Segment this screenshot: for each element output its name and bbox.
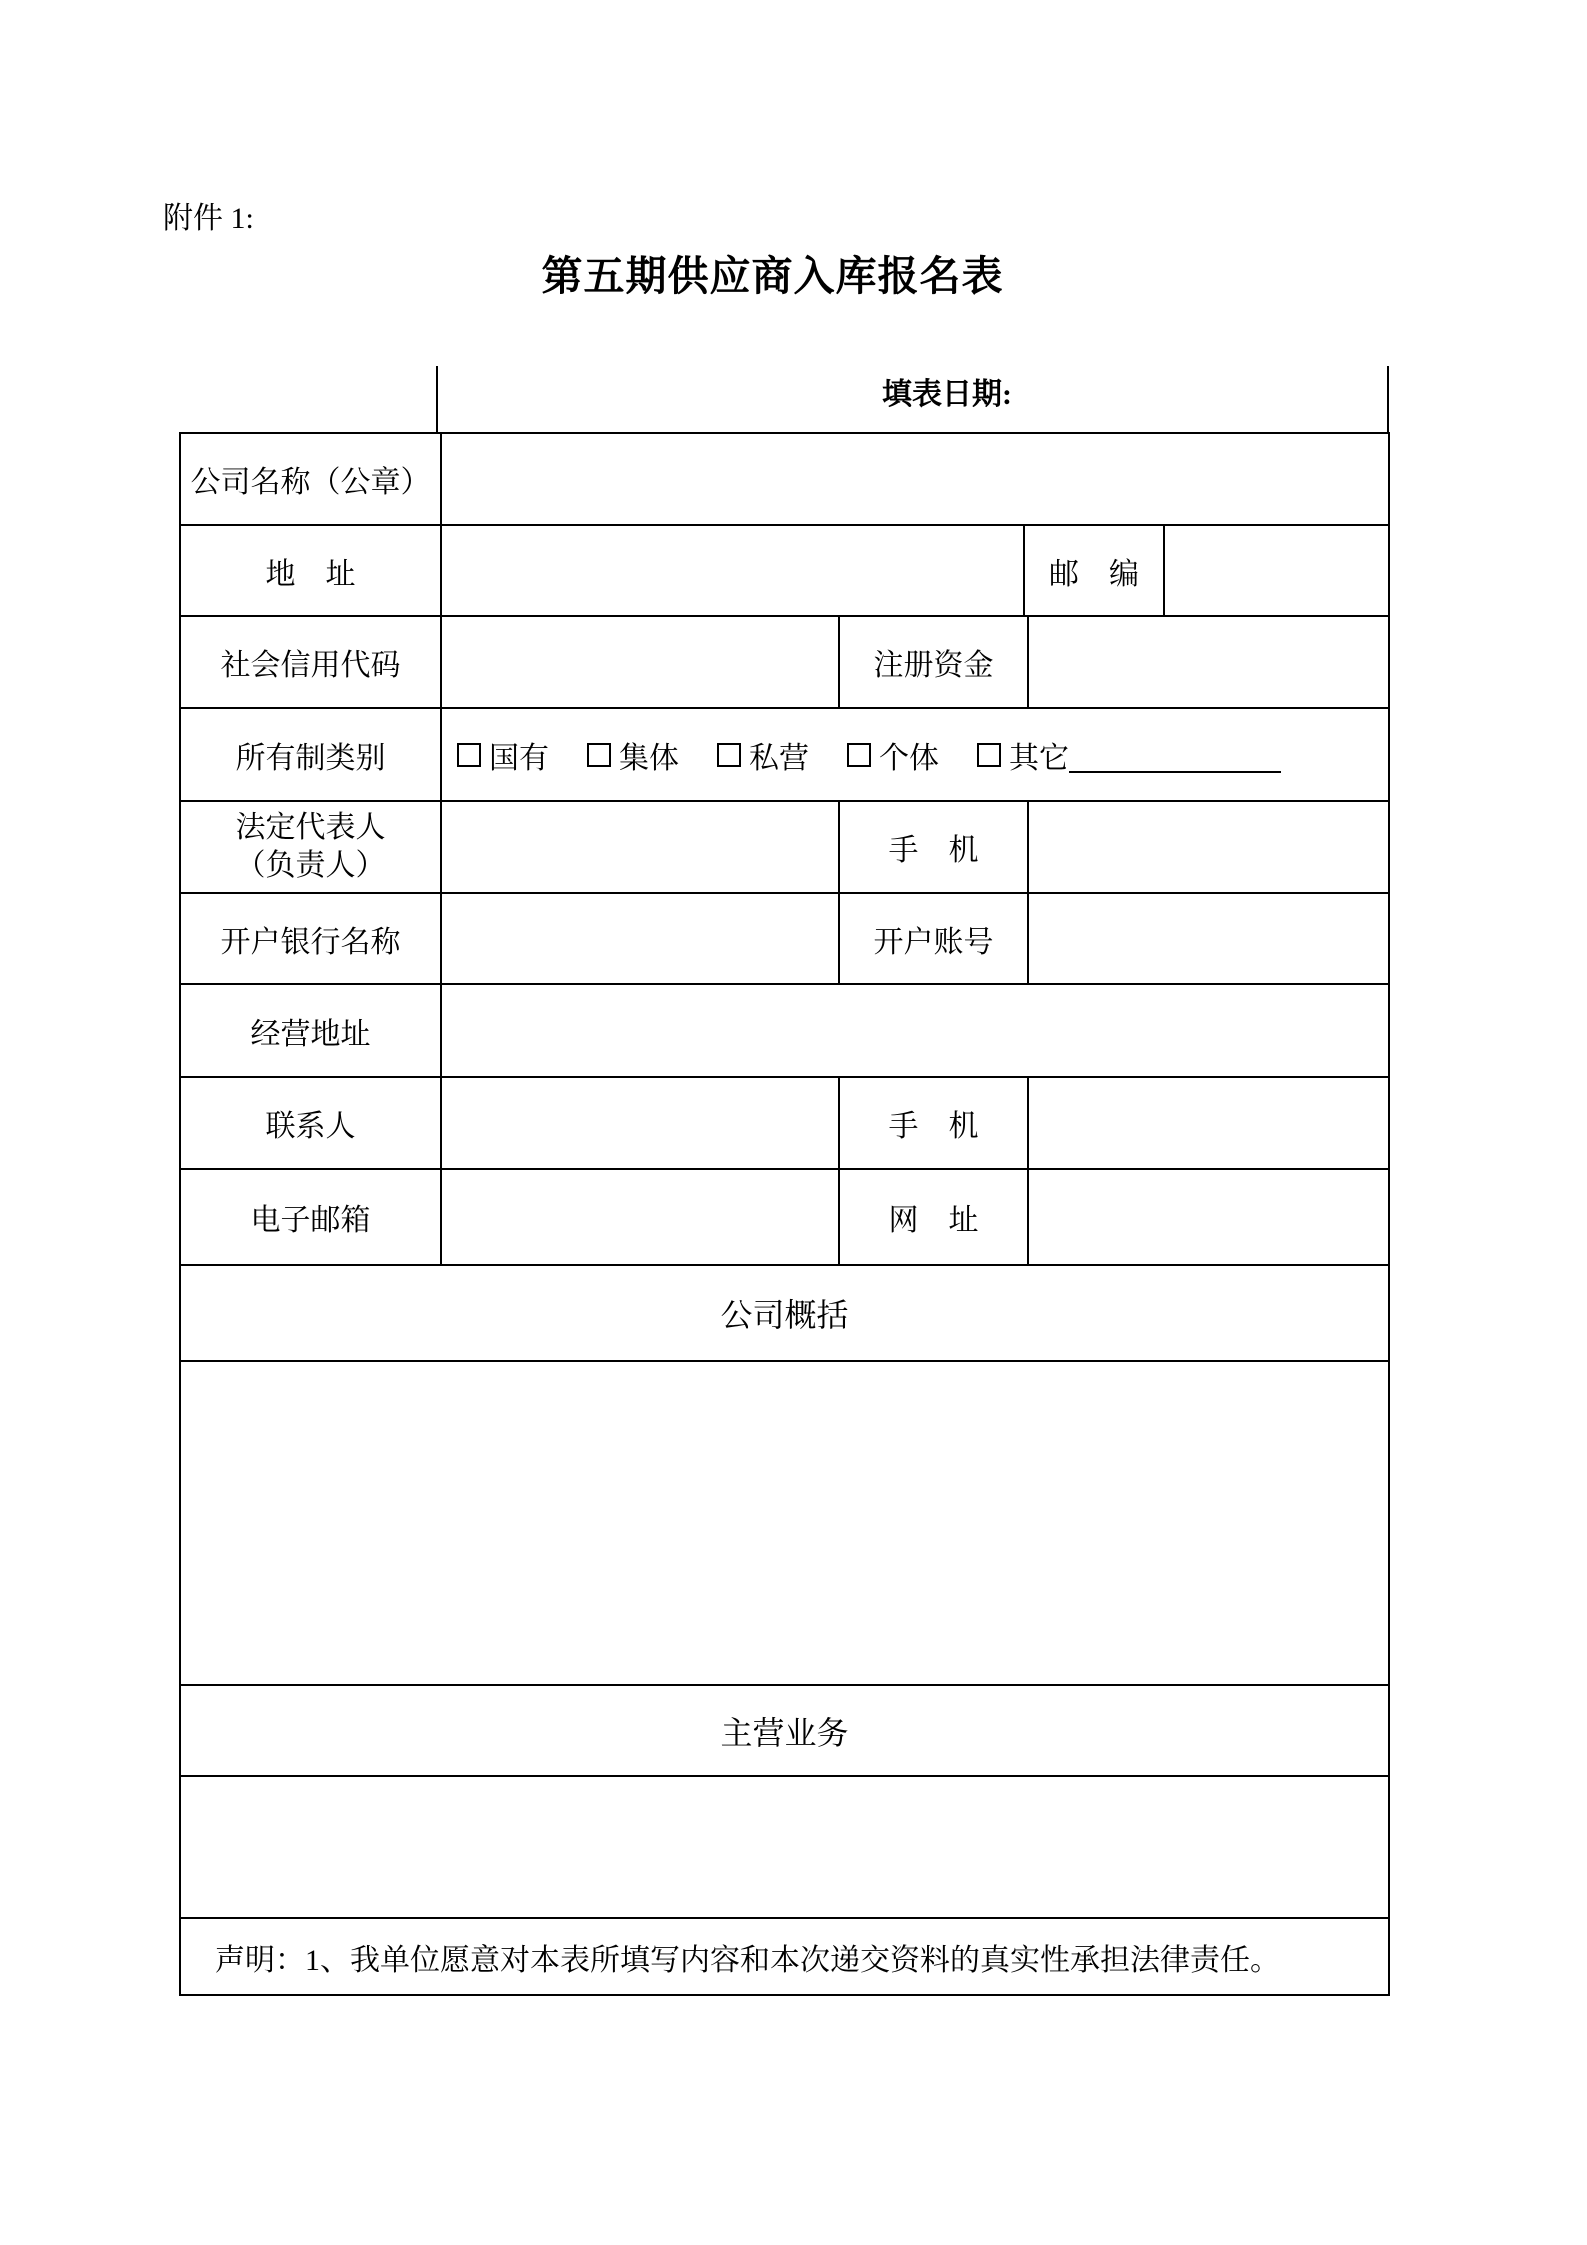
address-input[interactable] [440, 526, 1023, 615]
credit-code-input[interactable] [440, 617, 838, 707]
main-business-input[interactable] [181, 1777, 1388, 1917]
credit-code-label: 社会信用代码 [220, 649, 401, 682]
checkbox-icon-state-owned[interactable] [457, 743, 481, 767]
table-row-ownership [181, 707, 1388, 800]
bank-account-input[interactable] [1027, 894, 1388, 983]
table-row-company-name [181, 434, 1388, 524]
website-input[interactable] [1027, 1170, 1388, 1264]
company-profile-input[interactable] [181, 1362, 1388, 1684]
other-fill-line[interactable] [1069, 737, 1281, 773]
legal-rep-input[interactable] [440, 802, 838, 892]
table-row-address [181, 524, 1388, 615]
legal-rep-mobile-label: 手 机 [838, 802, 1027, 892]
supplier-registration-table [179, 432, 1390, 1996]
ownership-option-label: 集体 [619, 741, 679, 775]
page-title: 第五期供应商入库报名表 [541, 253, 1004, 299]
business-address-input[interactable] [440, 985, 1388, 1076]
ownership-option-label: 个体 [879, 741, 939, 775]
checkbox-icon-individual[interactable] [847, 743, 871, 767]
checkbox-icon-collective[interactable] [587, 743, 611, 767]
contact-label: 联系人 [265, 1110, 356, 1143]
attachment-label: 附件 1: [163, 202, 254, 235]
table-row-contact [181, 1076, 1388, 1168]
registered-capital-label: 注册资金 [838, 617, 1027, 707]
table-row-bank [181, 892, 1388, 983]
postcode-label: 邮 编 [1023, 526, 1163, 615]
table-row-company-profile-body [181, 1360, 1388, 1684]
ownership-option-private [717, 733, 809, 777]
table-row-legal-rep [181, 800, 1388, 892]
checkbox-icon-private[interactable] [717, 743, 741, 767]
date-row-border-stub-right [1387, 366, 1389, 432]
company-profile-header: 公司概括 [720, 1297, 849, 1333]
ownership-option-label: 私营 [749, 741, 809, 775]
fill-date-label: 填表日期: [882, 378, 1012, 411]
ownership-option-other [977, 733, 1069, 777]
registered-capital-input[interactable] [1027, 617, 1388, 707]
bank-name-label: 开户银行名称 [220, 925, 401, 959]
email-input[interactable] [440, 1170, 838, 1264]
company-name-label: 公司名称（公章） [190, 466, 431, 499]
bank-name-input[interactable] [440, 894, 838, 983]
legal-rep-label-line2: （负责人） [235, 849, 386, 882]
ownership-label: 所有制类别 [235, 741, 386, 775]
ownership-options [440, 709, 1388, 800]
bank-account-label: 开户账号 [838, 894, 1027, 983]
contact-mobile-label: 手 机 [838, 1078, 1027, 1168]
email-label: 电子邮箱 [250, 1204, 371, 1237]
ownership-option-label: 国有 [489, 741, 549, 775]
ownership-option-label: 其它 [1009, 741, 1069, 775]
legal-rep-label [181, 802, 440, 892]
contact-input[interactable] [440, 1078, 838, 1168]
ownership-option-state-owned [457, 733, 549, 777]
checkbox-icon-other[interactable] [977, 743, 1001, 767]
table-row-email [181, 1168, 1388, 1264]
date-row-border-stub-left [436, 366, 438, 432]
main-business-header: 主营业务 [720, 1714, 849, 1751]
table-row-declaration [181, 1917, 1388, 1994]
table-row-company-profile-header [181, 1264, 1388, 1360]
business-address-label: 经营地址 [250, 1017, 371, 1051]
ownership-option-individual [847, 733, 939, 777]
postcode-input[interactable] [1163, 526, 1388, 615]
address-label: 地 址 [265, 557, 356, 591]
website-label: 网 址 [838, 1170, 1027, 1264]
table-row-business-address [181, 983, 1388, 1076]
company-name-input[interactable] [440, 434, 1388, 524]
legal-rep-label-line1: 法定代表人 [235, 811, 386, 844]
ownership-option-collective [587, 733, 679, 777]
declaration-text: 声明：1、我单位愿意对本表所填写内容和本次递交资料的真实性承担法律责任。 [215, 1943, 1280, 1977]
table-row-main-business-body [181, 1775, 1388, 1917]
table-row-credit-code [181, 615, 1388, 707]
contact-mobile-input[interactable] [1027, 1078, 1388, 1168]
table-row-main-business-header [181, 1684, 1388, 1775]
legal-rep-mobile-input[interactable] [1027, 802, 1388, 892]
